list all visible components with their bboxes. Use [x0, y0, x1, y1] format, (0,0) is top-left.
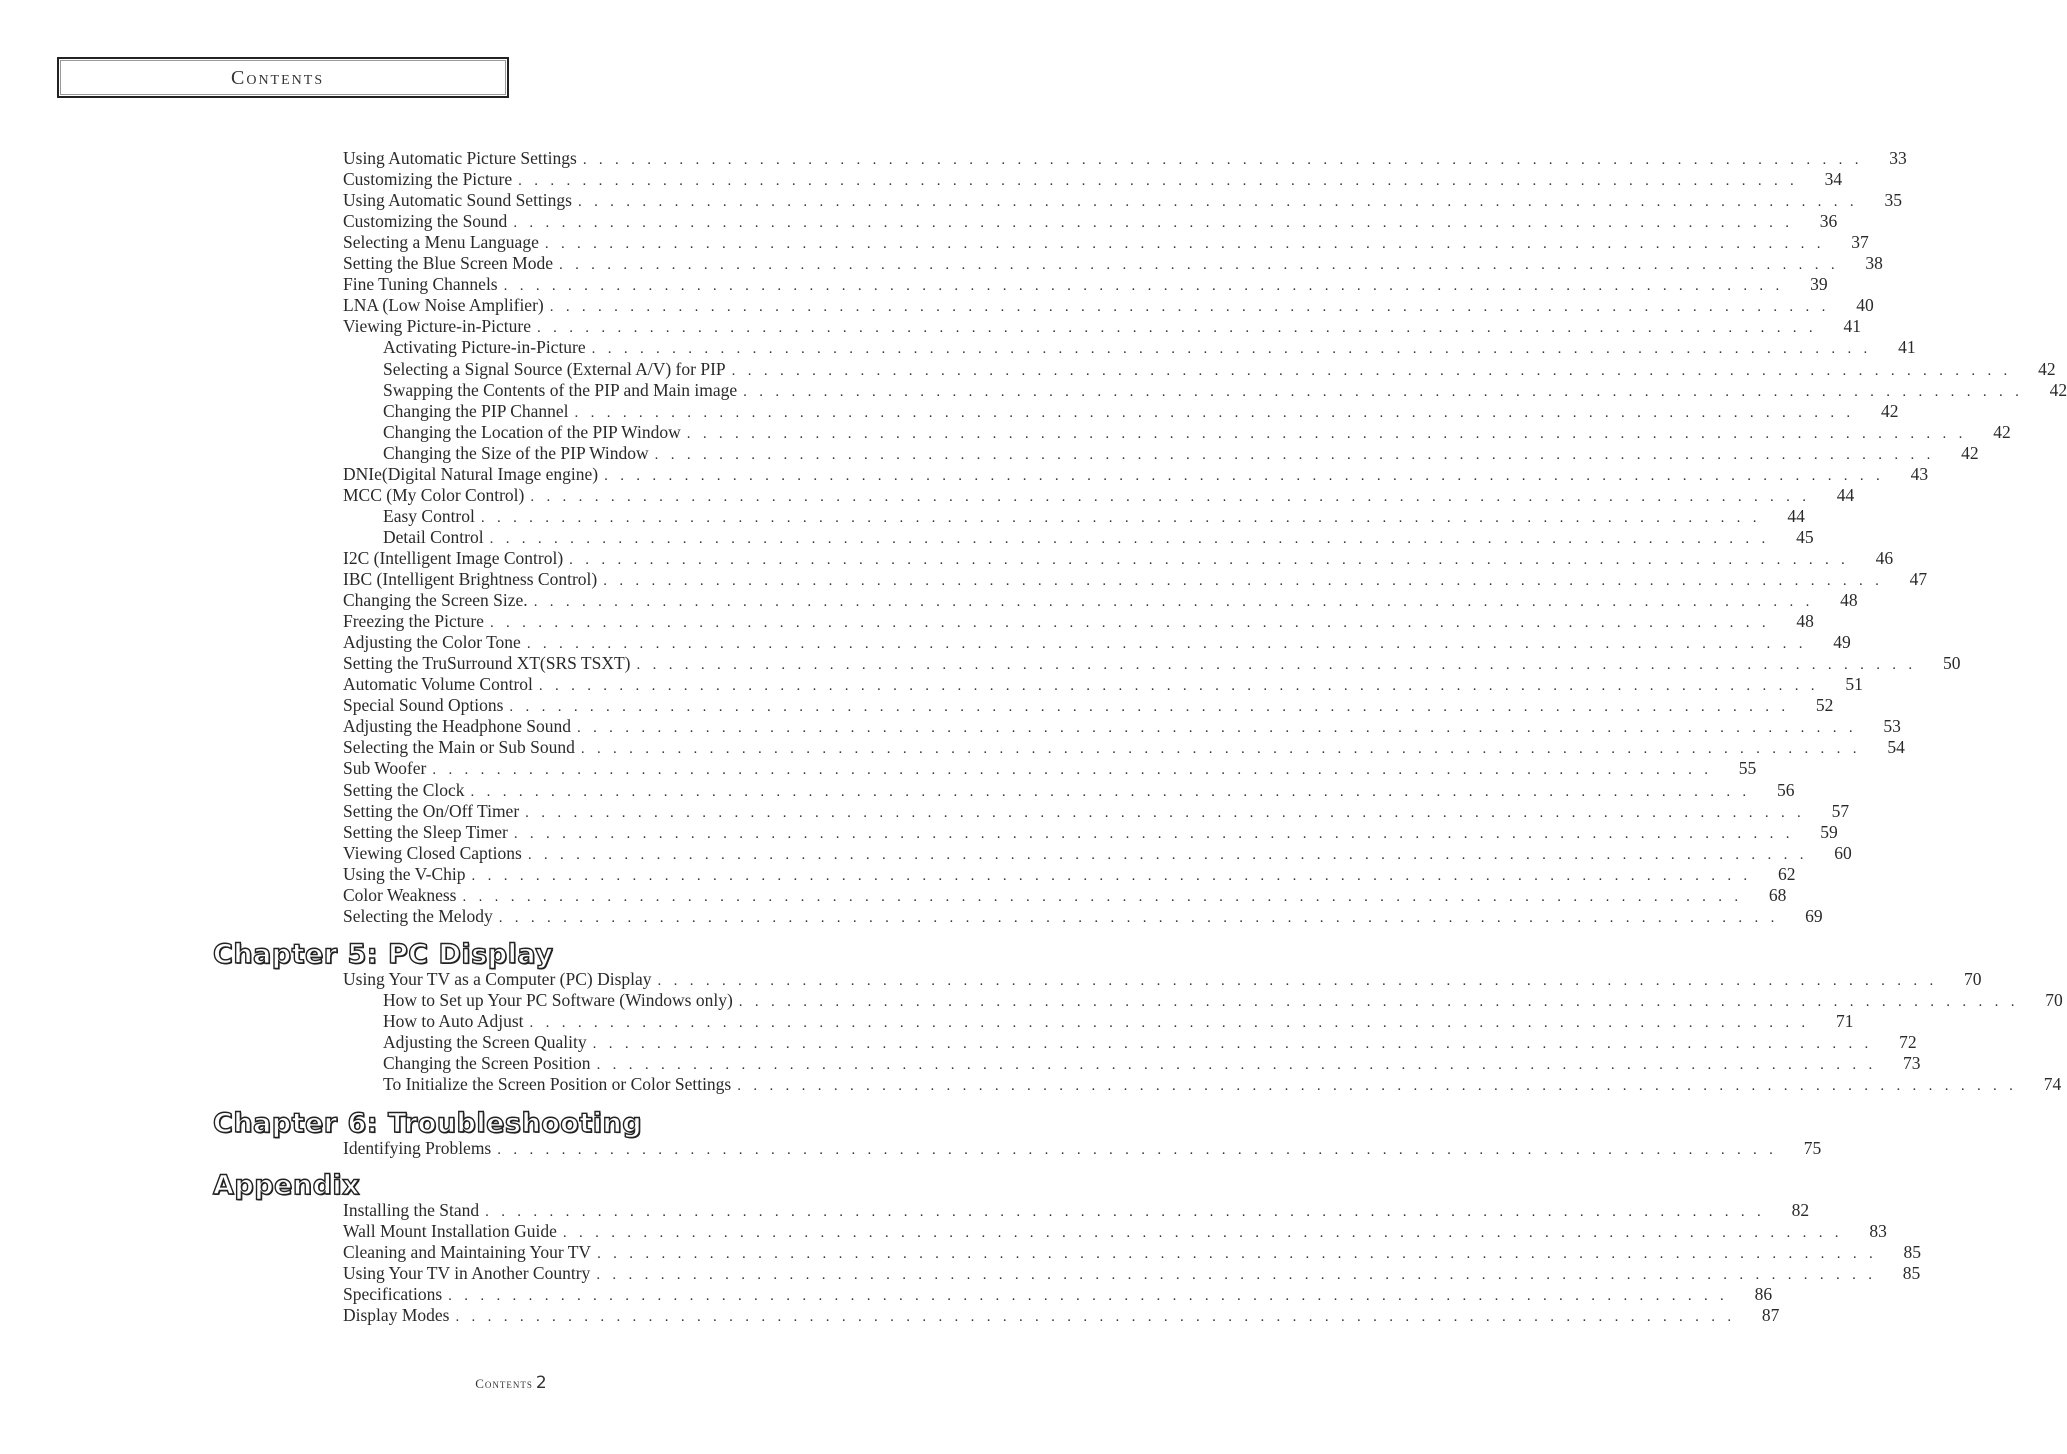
dot-leader: . . . . . . . . . . . . . . . . . . . . . . . . . . . . . . . . . . . . . . . . . . . . . . . . . . . . . . . . . . . . . . . . . . . . . . . . . . . . . . . .	[636, 657, 1917, 674]
toc-entry-page: 50	[1942, 653, 1961, 674]
toc-entry-title: Installing the Stand	[343, 1200, 480, 1220]
dot-leader: . . . . . . . . . . . . . . . . . . . . . . . . . . . . . . . . . . . . . . . . . . . . . . . . . . . . . . . . . . . . . . . . . . . . . . . . . . . . . . . .	[574, 404, 1855, 421]
toc-entry-page: 39	[1810, 274, 1828, 295]
toc-entry-title: Changing the Screen Position	[383, 1053, 591, 1074]
toc-entry-page: 68	[1768, 884, 1787, 905]
toc-entry[interactable]	[343, 569, 1928, 590]
toc-entry-page: 44	[1836, 484, 1855, 505]
toc-entry-title: Fine Tuning Channels	[343, 274, 498, 295]
page-footer	[0, 1373, 1022, 1393]
dot-leader: . . . . . . . . . . . . . . . . . . . . . . . . . . . . . . . . . . . . . . . . . . . . . . . . . . . . . . . . . . . . . . . . . . . . . . . . . . . . . . . .	[432, 762, 1713, 779]
toc-entry-page: 62	[1777, 863, 1796, 884]
dot-leader: . . . . . . . . . . . . . . . . . . . . . . . . . . . . . . . . . . . . . . . . . . . . . . . . . . . . . . . . . . . . . . . . . . . . . . . . . . . . . . . .	[657, 973, 1938, 989]
toc-entry[interactable]	[343, 148, 1907, 169]
toc-entry-page: 45	[1796, 526, 1814, 547]
toc-entry-title: Wall Mount Installation Guide	[343, 1221, 557, 1242]
footer-page-number: 2	[535, 1373, 547, 1393]
toc-entry-title: DNIe(Digital Natural Image engine)	[343, 463, 599, 484]
dot-leader: . . . . . . . . . . . . . . . . . . . . . . . . . . . . . . . . . . . . . . . . . . . . . . . . . . . . . . . . . . . . . . . . . . . . . . . . . . . . . . . .	[498, 909, 1779, 926]
toc-entry-title: Customizing the Sound	[343, 211, 508, 232]
toc-entry-title: Adjusting the Color Tone	[343, 632, 521, 653]
dot-leader: . . . . . . . . . . . . . . . . . . . . . . . . . . . . . . . . . . . . . . . . . . . . . . . . . . . . . . . . . . . . . . . . . . . . . . . . . . . . . . . .	[743, 383, 2024, 400]
toc-entry[interactable]	[383, 526, 1814, 548]
toc-entry[interactable]	[383, 337, 1916, 358]
toc-entry[interactable]	[343, 211, 1838, 232]
toc-entry-title: How to Auto Adjust	[383, 1011, 524, 1032]
toc-entry-title: Activating Picture-in-Picture	[383, 337, 586, 358]
dot-leader: . . . . . . . . . . . . . . . . . . . . . . . . . . . . . . . . . . . . . . . . . . . . . . . . . . . . . . . . . . . . . . . . . . . . . . . . . . . . . . . .	[529, 1015, 1810, 1032]
toc-entry-page: 55	[1738, 758, 1757, 779]
toc-entry[interactable]	[383, 1032, 1917, 1053]
toc-entry-title: Identifying Problems	[343, 1138, 492, 1158]
toc-entry[interactable]	[343, 484, 1855, 506]
chapter-heading: Chapter 6: Troubleshooting	[213, 1108, 643, 1139]
dot-leader: . . . . . . . . . . . . . . . . . . . . . . . . . . . . . . . . . . . . . . . . . . . . . . . . . . . . . . . . . . . . . . . . . . . . . . . . . . . . . . . .	[596, 1267, 1877, 1284]
toc-entry-page: 41	[1843, 316, 1861, 337]
dot-leader: . . . . . . . . . . . . . . . . . . . . . . . . . . . . . . . . . . . . . . . . . . . . . . . . . . . . . . . . . . . . . . . . . . . . . . . . . . . . . . . .	[513, 825, 1794, 842]
toc-entry[interactable]	[343, 611, 1814, 632]
dot-leader: . . . . . . . . . . . . . . . . . . . . . . . . . . . . . . . . . . . . . . . . . . . . . . . . . . . . . . . . . . . . . . . . . . . . . . . . . . . . . . . .	[470, 783, 1751, 800]
dot-leader: . . . . . . . . . . . . . . . . . . . . . . . . . . . . . . . . . . . . . . . . . . . . . . . . . . . . . . . . . . . . . . . . . . . . . . . . . . . . . . . .	[530, 488, 1811, 505]
toc-entry[interactable]	[343, 969, 1982, 990]
dot-leader: . . . . . . . . . . . . . . . . . . . . . . . . . . . . . . . . . . . . . . . . . . . . . . . . . . . . . . . . . . . . . . . . . . . . . . . . . . . . . . . .	[686, 425, 1967, 442]
toc-entry-page: 83	[1869, 1221, 1887, 1242]
dot-leader: . . . . . . . . . . . . . . . . . . . . . . . . . . . . . . . . . . . . . . . . . . . . . . . . . . . . . . . . . . . . . . . . . . . . . . . . . . . . . . . .	[455, 1309, 1736, 1326]
dot-leader: . . . . . . . . . . . . . . . . . . . . . . . . . . . . . . . . . . . . . . . . . . . . . . . . . . . . . . . . . . . . . . . . . . . . . . . . . . . . . . . .	[580, 741, 1861, 758]
dot-leader: . . . . . . . . . . . . . . . . . . . . . . . . . . . . . . . . . . . . . . . . . . . . . . . . . . . . . . . . . . . . . . . . . . . . . . . . . . . . . . . .	[537, 320, 1817, 337]
toc-entry-page: 35	[1884, 190, 1902, 211]
toc-entry[interactable]	[343, 190, 1902, 211]
dot-leader: . . . . . . . . . . . . . . . . . . . . . . . . . . . . . . . . . . . . . . . . . . . . . . . . . . . . . . . . . . . . . . . . . . . . . . . . . . . . . . . .	[591, 341, 1872, 358]
toc-entry-page: 36	[1819, 211, 1838, 232]
toc-entry-title: Detail Control	[383, 526, 484, 547]
toc-entry[interactable]	[343, 716, 1901, 737]
dot-leader: . . . . . . . . . . . . . . . . . . . . . . . . . . . . . . . . . . . . . . . . . . . . . . . . . . . . . . . . . . . . . . . . . . . . . . . . . . . . . . . .	[503, 278, 1784, 295]
dot-leader: . . . . . . . . . . . . . . . . . . . . . . . . . . . . . . . . . . . . . . . . . . . . . . . . . . . . . . . . . . . . . . . . . . . . . . . . . . . . . . . .	[569, 551, 1850, 568]
dot-leader: . . . . . . . . . . . . . . . . . . . . . . . . . . . . . . . . . . . . . . . . . . . . . . . . . . . . . . . . . . . . . . . . . . . . . . . . . . . . . . . .	[480, 509, 1761, 526]
toc-entry[interactable]	[343, 695, 1834, 716]
dot-leader: . . . . . . . . . . . . . . . . . . . . . . . . . . . . . . . . . . . . . . . . . . . . . . . . . . . . . . . . . . . . . . . . . . . . . . . . . . . . . . . .	[603, 573, 1884, 589]
toc-entry-title: Selecting the Main or Sub Sound	[343, 737, 575, 758]
toc-entry[interactable]	[343, 295, 1874, 316]
toc-entry-page: 57	[1831, 800, 1850, 821]
toc-entry-page: 54	[1887, 737, 1905, 758]
toc-entry-title: Adjusting the Screen Quality	[383, 1032, 587, 1053]
dot-leader: . . . . . . . . . . . . . . . . . . . . . . . . . . . . . . . . . . . . . . . . . . . . . . . . . . . . . . . . . . . . . . . . . . . . . . . . . . . . . . . .	[448, 1288, 1729, 1305]
toc-entry[interactable]	[383, 1011, 1854, 1032]
dot-leader: . . . . . . . . . . . . . . . . . . . . . . . . . . . . . . . . . . . . . . . . . . . . . . . . . . . . . . . . . . . . . . . . . . . . . . . . . . . . . . . .	[513, 215, 1794, 232]
toc-entry-title: Color Weakness	[343, 884, 457, 905]
toc-entry-page: 40	[1856, 295, 1874, 316]
toc-entry[interactable]	[343, 821, 1838, 843]
toc-entry[interactable]	[343, 1284, 1773, 1305]
toc-entry[interactable]	[383, 400, 1899, 422]
toc-entry-title: Using Automatic Picture Settings	[343, 148, 577, 168]
toc-entry-page: 33	[1889, 148, 1907, 168]
toc-entry-title: Viewing Picture-in-Picture	[343, 316, 531, 337]
toc-entry[interactable]	[343, 232, 1869, 253]
toc-entry[interactable]	[343, 1263, 1921, 1284]
toc-entry-page: 42	[2049, 379, 2067, 400]
toc-entry-page: 34	[1824, 169, 1843, 190]
toc-entry[interactable]	[343, 1221, 1887, 1242]
toc-entry[interactable]	[343, 758, 1757, 779]
toc-entry[interactable]	[343, 800, 1850, 822]
toc-entry-page: 38	[1865, 253, 1883, 274]
toc-entry[interactable]	[343, 316, 1861, 337]
toc-entry-page: 42	[1961, 442, 1979, 463]
toc-entry[interactable]	[383, 421, 2011, 443]
toc-entry-page: 42	[1880, 400, 1899, 421]
toc-entry[interactable]	[343, 779, 1795, 801]
toc-entry-title: LNA (Low Noise Amplifier)	[343, 295, 544, 316]
toc-entry-page: 47	[1909, 569, 1928, 589]
toc-entry[interactable]	[343, 274, 1828, 295]
toc-entry-title: Customizing the Picture	[343, 169, 513, 190]
toc-entry-title: Setting the Blue Screen Mode	[343, 253, 553, 274]
toc-entry-title: MCC (My Color Control)	[343, 484, 525, 505]
toc-entry[interactable]	[343, 863, 1796, 885]
contents-header-box	[57, 57, 509, 98]
dot-leader: . . . . . . . . . . . . . . . . . . . . . . . . . . . . . . . . . . . . . . . . . . . . . . . . . . . . . . . . . . . . . . . . . . . . . . . . . . . . . . . .	[525, 804, 1806, 821]
toc-entry-title: Setting the On/Off Timer	[343, 800, 520, 821]
toc-entry-title: Changing the Location of the PIP Window	[383, 421, 681, 442]
toc-entry-page: 59	[1820, 821, 1838, 842]
toc-entry-page: 85	[1902, 1263, 1921, 1284]
dot-leader: . . . . . . . . . . . . . . . . . . . . . . . . . . . . . . . . . . . . . . . . . . . . . . . . . . . . . . . . . . . . . . . . . . . . . . . . . . . . . . . .	[731, 362, 2012, 379]
toc-entry[interactable]	[343, 653, 1961, 674]
toc-entry-page: 43	[1910, 463, 1929, 484]
toc-entry-title: Setting the Sleep Timer	[343, 821, 508, 842]
toc-entry-page: 41	[1898, 337, 1916, 358]
chapter-heading: Appendix	[213, 1170, 361, 1201]
toc-entry[interactable]	[383, 442, 1979, 464]
toc-entry-page: 75	[1803, 1138, 1822, 1158]
dot-leader: . . . . . . . . . . . . . . . . . . . . . . . . . . . . . . . . . . . . . . . . . . . . . . . . . . . . . . . . . . . . . . . . . . . . . . . . . . . . . . . .	[654, 446, 1935, 463]
toc-entry-page: 44	[1787, 505, 1805, 526]
toc-entry[interactable]	[343, 842, 1852, 864]
page-title: Contents	[231, 67, 325, 89]
toc-entry[interactable]	[343, 884, 1787, 906]
toc-entry-page: 74	[2043, 1074, 2062, 1095]
toc-entry-title: To Initialize the Screen Position or Color Settings	[383, 1074, 732, 1095]
toc-entry-title: Setting the Clock	[343, 779, 465, 800]
toc-entry[interactable]	[343, 737, 1905, 758]
toc-entry[interactable]	[383, 379, 2067, 401]
toc-entry[interactable]	[343, 590, 1858, 611]
dot-leader: . . . . . . . . . . . . . . . . . . . . . . . . . . . . . . . . . . . . . . . . . . . . . . . . . . . . . . . . . . . . . . . . . . . . . . . . . . . . . . . .	[462, 888, 1743, 905]
toc-entry[interactable]	[383, 990, 2063, 1011]
toc-entry-title: Freezing the Picture	[343, 611, 484, 632]
toc-entry[interactable]	[343, 1305, 1780, 1326]
toc-entry-title: Special Sound Options	[343, 695, 504, 716]
toc-entry-page: 69	[1805, 905, 1823, 926]
dot-leader: . . . . . . . . . . . . . . . . . . . . . . . . . . . . . . . . . . . . . . . . . . . . . . . . . . . . . . . . . . . . . . . . . . . . . . . . . . . . . . . .	[558, 257, 1839, 274]
toc-entry-page: 53	[1883, 716, 1901, 737]
dot-leader: . . . . . . . . . . . . . . . . . . . . . . . . . . . . . . . . . . . . . . . . . . . . . . . . . . . . . . . . . . . . . . . . . . . . . . . . . . . . . . . .	[562, 1225, 1843, 1242]
toc-entry[interactable]	[383, 1074, 2062, 1095]
toc-entry-title: Setting the TruSurround XT(SRS TSXT)	[343, 653, 631, 674]
toc-entry-page: 42	[2038, 358, 2056, 379]
toc-entry-title: Using Your TV in Another Country	[343, 1263, 591, 1284]
dot-leader: . . . . . . . . . . . . . . . . . . . . . . . . . . . . . . . . . . . . . . . . . . . . . . . . . . . . . . . . . . . . . . . . . . . . . . . . . . . . . . . .	[509, 699, 1790, 716]
toc-entry-title: Selecting a Menu Language	[343, 232, 539, 253]
toc-entry-title: Adjusting the Headphone Sound	[343, 716, 571, 737]
toc-entry[interactable]	[343, 632, 1851, 653]
dot-leader: . . . . . . . . . . . . . . . . . . . . . . . . . . . . . . . . . . . . . . . . . . . . . . . . . . . . . . . . . . . . . . . . . . . . . . . . . . . . . . . .	[518, 173, 1799, 190]
toc-entry-page: 51	[1845, 674, 1863, 695]
toc-entry[interactable]	[343, 1242, 1922, 1263]
toc-entry-title: Viewing Closed Captions	[343, 842, 522, 863]
dot-leader: . . . . . . . . . . . . . . . . . . . . . . . . . . . . . . . . . . . . . . . . . . . . . . . . . . . . . . . . . . . . . . . . . . . . . . . . . . . . . . . .	[497, 1142, 1778, 1158]
dot-leader: . . . . . . . . . . . . . . . . . . . . . . . . . . . . . . . . . . . . . . . . . . . . . . . . . . . . . . . . . . . . . . . . . . . . . . . . . . . . . . . .	[597, 1246, 1878, 1263]
toc-entry-title: Specifications	[343, 1284, 443, 1305]
dot-leader: . . . . . . . . . . . . . . . . . . . . . . . . . . . . . . . . . . . . . . . . . . . . . . . . . . . . . . . . . . . . . . . . . . . . . . . . . . . . . . . .	[738, 994, 2019, 1011]
toc-entry[interactable]	[383, 505, 1805, 527]
toc-entry[interactable]	[343, 463, 1929, 485]
toc-entry-title: Cleaning and Maintaining Your TV	[343, 1242, 592, 1263]
toc-entry-title: Using Your TV as a Computer (PC) Display	[343, 969, 652, 989]
toc-entry-page: 52	[1815, 695, 1834, 716]
dot-leader: . . . . . . . . . . . . . . . . . . . . . . . . . . . . . . . . . . . . . . . . . . . . . . . . . . . . . . . . . . . . . . . . . . . . . . . . . . . . . . . .	[538, 678, 1819, 695]
toc-entry[interactable]	[343, 253, 1883, 274]
dot-leader: . . . . . . . . . . . . . . . . . . . . . . . . . . . . . . . . . . . . . . . . . . . . . . . . . . . . . . . . . . . . . . . . . . . . . . . . . . . . . . . .	[489, 615, 1770, 632]
toc-entry-page: 70	[2045, 990, 2063, 1011]
dot-leader: . . . . . . . . . . . . . . . . . . . . . . . . . . . . . . . . . . . . . . . . . . . . . . . . . . . . . . . . . . . . . . . . . . . . . . . . . . . . . . . .	[485, 1204, 1766, 1220]
dot-leader: . . . . . . . . . . . . . . . . . . . . . . . . . . . . . . . . . . . . . . . . . . . . . . . . . . . . . . . . . . . . . . . . . . . . . . . . . . . . . . . .	[604, 467, 1885, 484]
dot-leader: . . . . . . . . . . . . . . . . . . . . . . . . . . . . . . . . . . . . . . . . . . . . . . . . . . . . . . . . . . . . . . . . . . . . . . . . . . . . . . . .	[471, 867, 1752, 884]
chapter-heading: Chapter 5: PC Display	[213, 939, 554, 970]
dot-leader: . . . . . . . . . . . . . . . . . . . . . . . . . . . . . . . . . . . . . . . . . . . . . . . . . . . . . . . . . . . . . . . . . . . . . . . . . . . . . . . .	[737, 1078, 2018, 1095]
toc-entry-title: I2C (Intelligent Image Control)	[343, 547, 564, 568]
toc-entry-page: 49	[1833, 632, 1851, 653]
toc-entry-title: IBC (Intelligent Brightness Control)	[343, 569, 598, 589]
toc-entry-page: 70	[1964, 969, 1982, 989]
toc-entry[interactable]	[343, 905, 1823, 927]
footer-label: Contents	[475, 1376, 533, 1391]
toc-entry[interactable]	[383, 1053, 1921, 1074]
dot-leader: . . . . . . . . . . . . . . . . . . . . . . . . . . . . . . . . . . . . . . . . . . . . . . . . . . . . . . . . . . . . . . . . . . . . . . . . . . . . . . . .	[489, 530, 1770, 547]
toc-entry-page: 73	[1903, 1053, 1921, 1074]
toc-entry-title: Easy Control	[383, 505, 475, 526]
toc-entry-title: Using Automatic Sound Settings	[343, 190, 572, 211]
dot-leader: . . . . . . . . . . . . . . . . . . . . . . . . . . . . . . . . . . . . . . . . . . . . . . . . . . . . . . . . . . . . . . . . . . . . . . . . . . . . . . . .	[544, 236, 1825, 253]
toc-entry-title: Display Modes	[343, 1305, 450, 1326]
dot-leader: . . . . . . . . . . . . . . . . . . . . . . . . . . . . . . . . . . . . . . . . . . . . . . . . . . . . . . . . . . . . . . . . . . . . . . . . . . . . . . . .	[576, 720, 1857, 737]
dot-leader: . . . . . . . . . . . . . . . . . . . . . . . . . . . . . . . . . . . . . . . . . . . . . . . . . . . . . . . . . . . . . . . . . . . . . . . . . . . . . . . .	[533, 594, 1814, 611]
toc-entry-title: Changing the Size of the PIP Window	[383, 442, 649, 463]
toc-entry-page: 60	[1834, 842, 1852, 863]
toc-entry-title: Changing the Screen Size.	[343, 590, 528, 611]
dot-leader: . . . . . . . . . . . . . . . . . . . . . . . . . . . . . . . . . . . . . . . . . . . . . . . . . . . . . . . . . . . . . . . . . . . . . . . . . . . . . . . .	[577, 194, 1858, 211]
toc-entry-page: 48	[1840, 590, 1858, 611]
toc-entry-page: 86	[1754, 1284, 1773, 1305]
dot-leader: . . . . . . . . . . . . . . . . . . . . . . . . . . . . . . . . . . . . . . . . . . . . . . . . . . . . . . . . . . . . . . . . . . . . . . . . . . . . . . . .	[592, 1036, 1873, 1053]
toc-entry-page: 48	[1796, 611, 1814, 632]
toc-entry-page: 46	[1875, 547, 1894, 568]
toc-entry[interactable]	[343, 674, 1863, 695]
toc-entry-page: 82	[1791, 1200, 1810, 1220]
dot-leader: . . . . . . . . . . . . . . . . . . . . . . . . . . . . . . . . . . . . . . . . . . . . . . . . . . . . . . . . . . . . . . . . . . . . . . . . . . . . . . . .	[526, 636, 1807, 653]
toc-entry-title: Automatic Volume Control	[343, 674, 533, 695]
toc-entry[interactable]	[343, 1200, 1810, 1221]
toc-entry-page: 37	[1851, 232, 1869, 253]
toc-entry-page: 56	[1776, 779, 1795, 800]
toc-entry-title: How to Set up Your PC Software (Windows only)	[383, 990, 733, 1011]
toc-entry-page: 42	[1993, 421, 2011, 442]
toc-entry[interactable]	[343, 1138, 1822, 1159]
toc-entry-page: 85	[1903, 1242, 1922, 1263]
toc-entry-title: Selecting the Melody	[343, 905, 493, 926]
toc-entry[interactable]	[383, 358, 2056, 380]
dot-leader: . . . . . . . . . . . . . . . . . . . . . . . . . . . . . . . . . . . . . . . . . . . . . . . . . . . . . . . . . . . . . . . . . . . . . . . . . . . . . . . .	[527, 846, 1808, 863]
toc-entry[interactable]	[343, 169, 1843, 190]
dot-leader: . . . . . . . . . . . . . . . . . . . . . . . . . . . . . . . . . . . . . . . . . . . . . . . . . . . . . . . . . . . . . . . . . . . . . . . . . . . . . . . .	[582, 152, 1863, 168]
toc-entry-title: Selecting a Signal Source (External A/V) for PIP	[383, 358, 726, 379]
dot-leader: . . . . . . . . . . . . . . . . . . . . . . . . . . . . . . . . . . . . . . . . . . . . . . . . . . . . . . . . . . . . . . . . . . . . . . . . . . . . . . . .	[549, 299, 1830, 316]
toc-entry[interactable]	[343, 547, 1894, 569]
toc-entry-page: 71	[1835, 1011, 1854, 1032]
toc-entry-title: Sub Woofer	[343, 758, 427, 779]
toc-entry-title: Swapping the Contents of the PIP and Main image	[383, 379, 738, 400]
toc-entry-page: 72	[1899, 1032, 1917, 1053]
dot-leader: . . . . . . . . . . . . . . . . . . . . . . . . . . . . . . . . . . . . . . . . . . . . . . . . . . . . . . . . . . . . . . . . . . . . . . . . . . . . . . . .	[596, 1057, 1877, 1074]
toc-entry-title: Changing the PIP Channel	[383, 400, 569, 421]
toc-entry-title: Using the V-Chip	[343, 863, 466, 884]
toc-entry-page: 87	[1761, 1305, 1780, 1326]
